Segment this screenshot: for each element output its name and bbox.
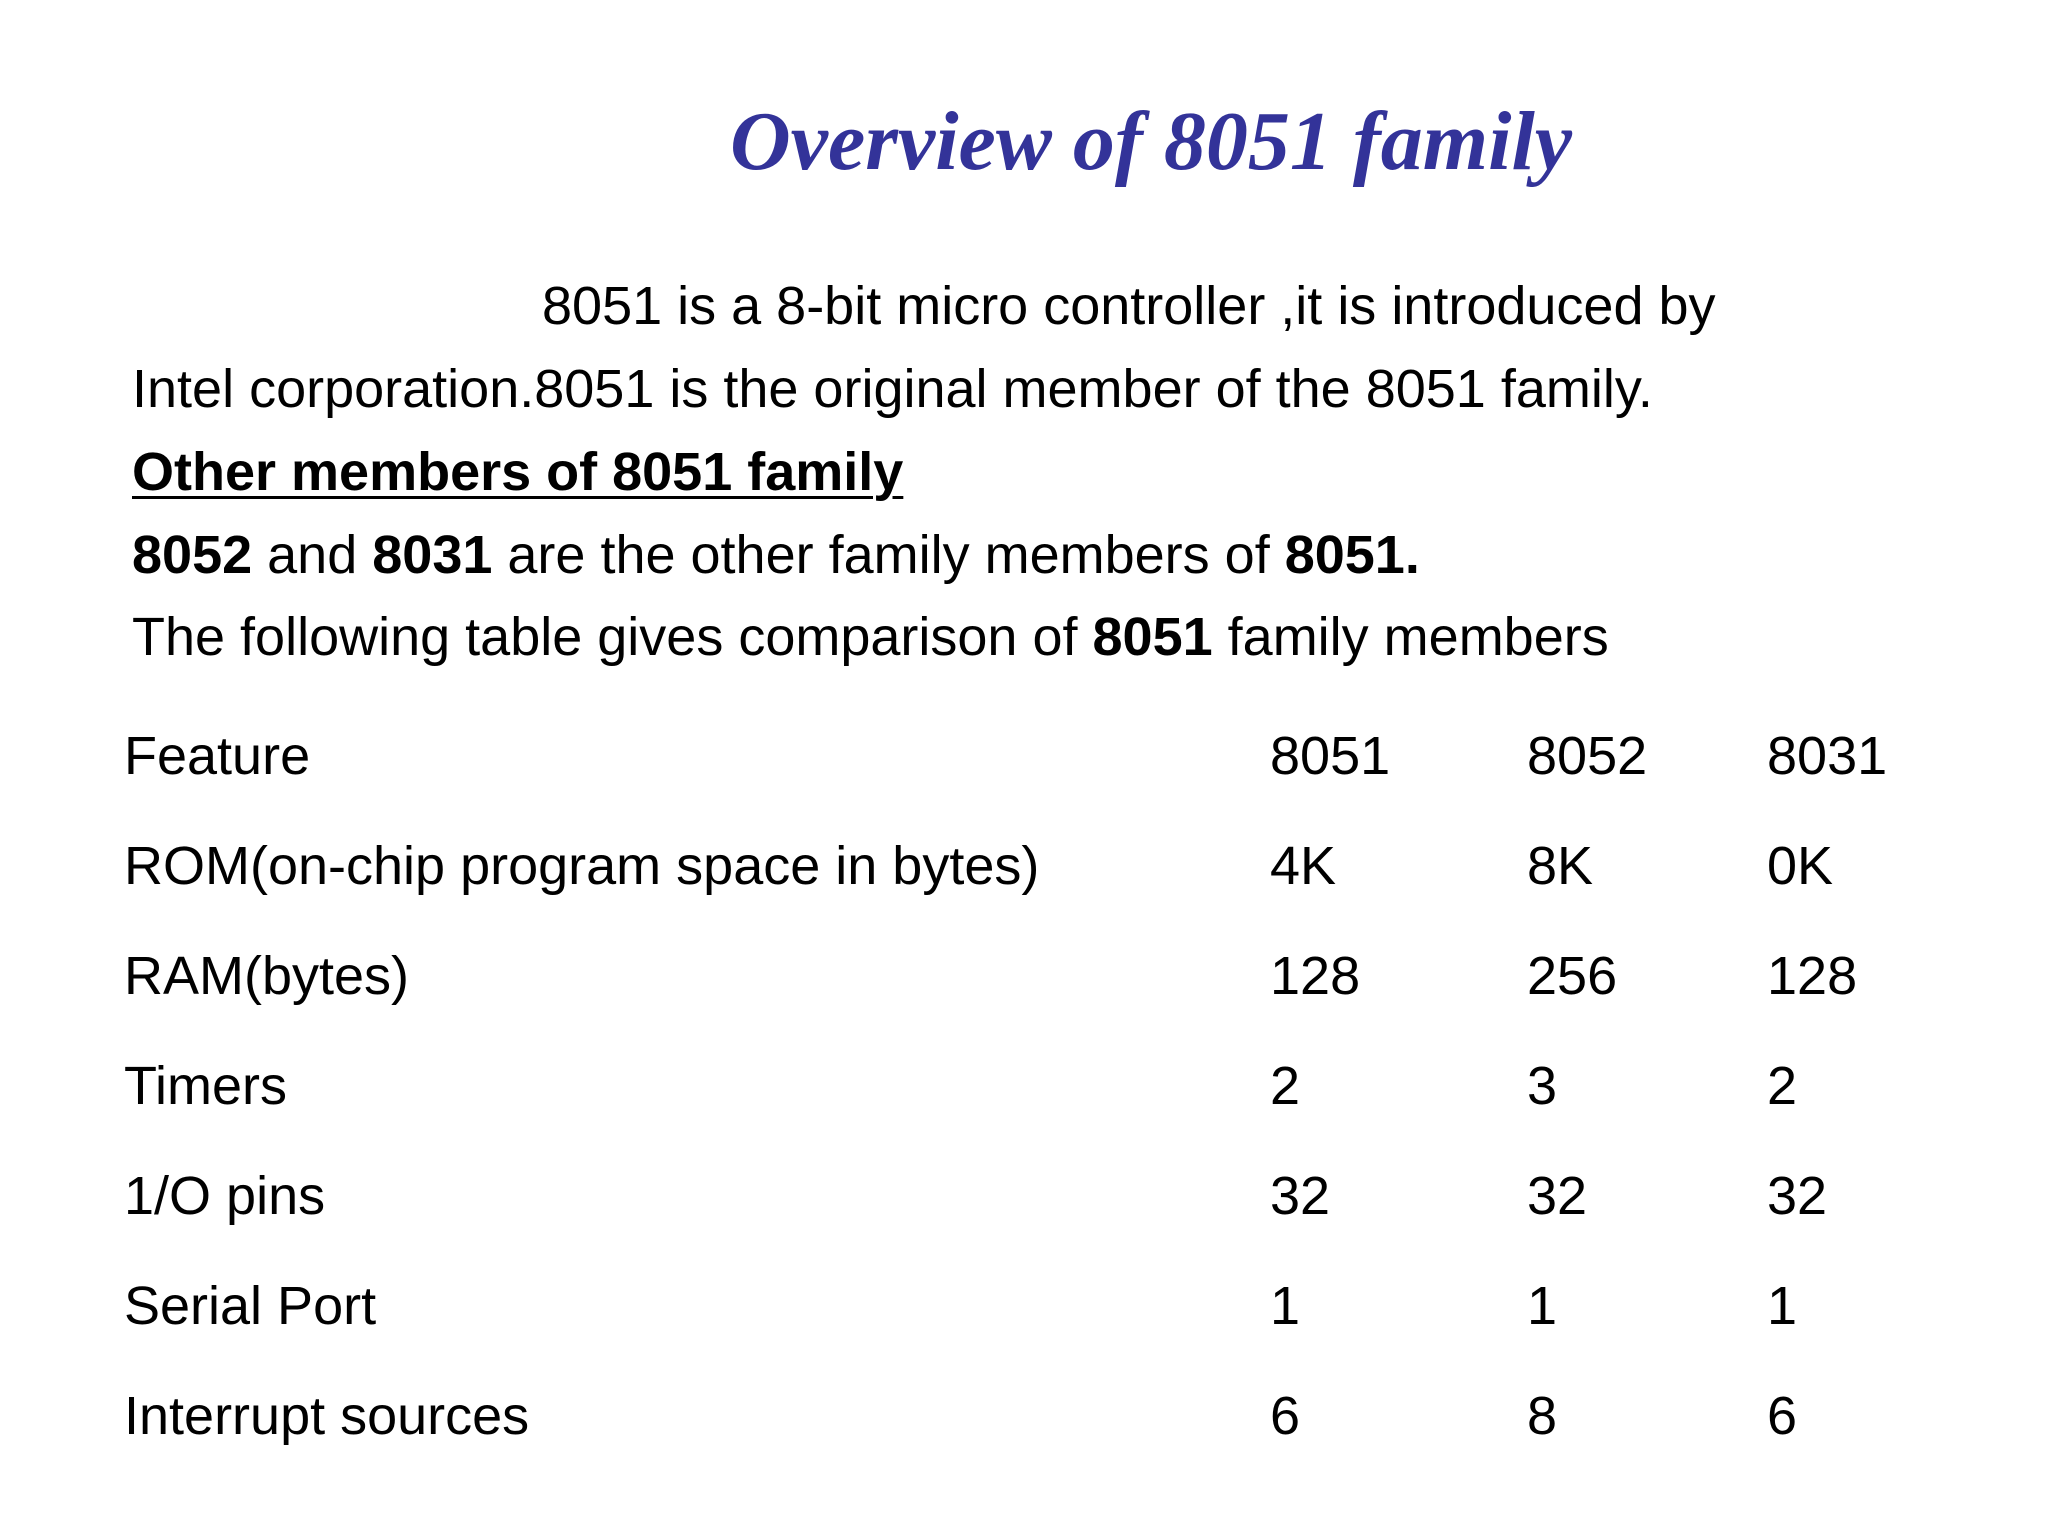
table-row	[124, 921, 1967, 1031]
table-row	[124, 1361, 1967, 1471]
table-cell: 1	[1767, 1276, 1798, 1336]
header-cell-feature: Feature	[124, 726, 311, 786]
table-cell: 32	[1270, 1166, 1331, 1226]
following-sentence	[132, 606, 1609, 668]
table-cell: 128	[1270, 946, 1361, 1006]
members-sentence-part3: 8031	[372, 525, 493, 585]
members-sentence-part1: 8052	[132, 525, 253, 585]
members-sentence-part4: are the other family members of	[492, 525, 1285, 585]
header-cell-8052: 8052	[1527, 726, 1648, 786]
following-sentence-part2: 8051	[1092, 607, 1213, 667]
table-cell: Serial Port	[124, 1276, 377, 1336]
table-cell: 32	[1767, 1166, 1828, 1226]
table-row	[124, 811, 1967, 921]
table-cell: 6	[1767, 1386, 1798, 1446]
members-sentence-part5: 8051.	[1284, 525, 1420, 585]
header-cell-8031: 8031	[1767, 726, 1888, 786]
table-cell: 4K	[1270, 836, 1337, 896]
table-header-row	[124, 701, 1967, 811]
table-cell: 1	[1527, 1276, 1558, 1336]
table-cell: 1	[1270, 1276, 1301, 1336]
table-cell: ROM(on-chip program space in bytes)	[124, 836, 1040, 896]
following-sentence-part3: family members	[1212, 607, 1609, 667]
subheading: Other members of 8051 family	[132, 442, 904, 502]
table-row	[124, 1251, 1967, 1361]
table-cell: RAM(bytes)	[124, 946, 410, 1006]
header-cell-8051: 8051	[1270, 726, 1391, 786]
intro-line-1: 8051 is a 8-bit micro controller ,it is introduced by	[542, 276, 1716, 336]
table-cell: 0K	[1767, 836, 1834, 896]
table-cell: 2	[1270, 1056, 1301, 1116]
slide-title: Overview of 8051 family	[730, 95, 1573, 188]
table-cell: 8K	[1527, 836, 1594, 896]
table-cell: Interrupt sources	[124, 1386, 530, 1446]
table-cell: 6	[1270, 1386, 1301, 1446]
members-sentence	[132, 524, 1420, 586]
table-cell: 2	[1767, 1056, 1798, 1116]
following-sentence-part1: The following table gives comparison of	[132, 607, 1093, 667]
table-row	[124, 1031, 1967, 1141]
table-row	[124, 1141, 1967, 1251]
intro-line-2: Intel corporation.8051 is the original member of the 8051 family.	[132, 359, 1653, 419]
table-cell: 3	[1527, 1056, 1558, 1116]
table-cell: 256	[1527, 946, 1618, 1006]
members-sentence-part2: and	[252, 525, 373, 585]
table-cell: 128	[1767, 946, 1858, 1006]
comparison-table	[124, 701, 1967, 1471]
table-cell: 8	[1527, 1386, 1558, 1446]
table-cell: Timers	[124, 1056, 287, 1116]
table-cell: 32	[1527, 1166, 1588, 1226]
table-cell: 1/O pins	[124, 1166, 326, 1226]
